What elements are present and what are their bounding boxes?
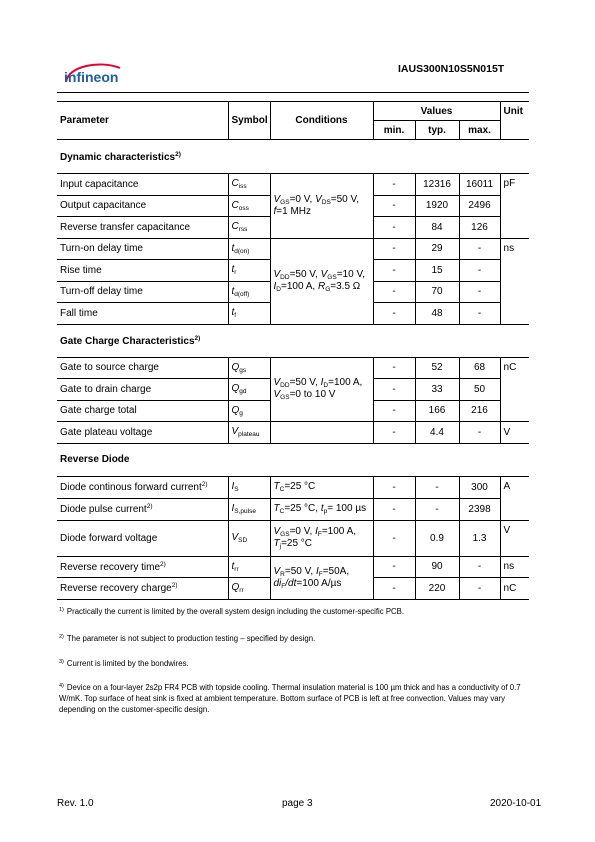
- section-title-dynamic: Dynamic characteristics: [60, 151, 176, 163]
- min-cell: -: [373, 400, 415, 422]
- table-row: Reverse recovery charge$^{2)}$ $Q_{rr}$ - 220 - nC: [57, 578, 529, 600]
- param-cell: Diode forward voltage: [57, 520, 228, 556]
- section-title-gate: Gate Charge Characteristics: [60, 335, 195, 347]
- symbol-cell: V: [231, 532, 239, 543]
- symbol-sub: d(on): [234, 247, 250, 255]
- min-cell: -: [373, 357, 415, 379]
- section-note-dynamic: 2): [175, 150, 181, 158]
- footer-revision: Rev. 1.0: [57, 798, 94, 809]
- header-typ: typ.: [415, 121, 459, 140]
- footnote-1: $^{1)}$ Practically the current is limited by the overall system design including the customer-specific PCB.: [59, 607, 405, 616]
- section-row-gate: [57, 324, 529, 357]
- symbol-sub: oss: [238, 204, 249, 212]
- max-cell: 16011: [459, 174, 500, 196]
- param-cell: Output capacitance: [57, 195, 228, 217]
- symbol-cell: Q: [231, 582, 240, 594]
- conditions-recovery: $V_R=50$ V, $I_F=50A$, $di_F/dt=100$ A/µs: [270, 556, 373, 599]
- min-cell: -: [373, 238, 415, 260]
- unit-cell: A: [500, 476, 529, 520]
- symbol-cell: Q: [231, 383, 240, 395]
- header-symbol: Symbol: [228, 102, 270, 140]
- max-cell: -: [459, 303, 500, 325]
- param-cell: Rise time: [57, 260, 228, 282]
- table-row: Reverse recovery time$^{2)}$ $t_{rr}$ $V_R=50$ V, $I_F=50A$, $di_F/dt=100$ A/µs - 90 - ns: [57, 556, 529, 578]
- symbol-cell: V: [231, 426, 239, 438]
- param-cell: Gate plateau voltage: [57, 422, 228, 444]
- symbol-sub: rss: [238, 226, 248, 234]
- min-cell: -: [373, 578, 415, 600]
- conditions-capacitance: $V_{GS}=0$ V, $V_{DS}=50$ V, f=1 MHz: [270, 174, 373, 239]
- param-cell: Fall time: [57, 303, 228, 325]
- symbol-sub: S: [234, 486, 239, 493]
- typ-cell: 84: [415, 217, 459, 239]
- typ-cell: 4.4: [415, 422, 459, 444]
- header-unit: Unit: [500, 102, 529, 140]
- min-cell: -: [373, 422, 415, 444]
- symbol-sub: SD: [238, 537, 248, 544]
- max-cell: 126: [459, 217, 500, 239]
- symbol-cell: C: [231, 199, 239, 211]
- unit-cell: pF: [500, 174, 529, 239]
- table-row: [57, 422, 529, 444]
- table-row: [57, 357, 529, 379]
- symbol-cell: t: [231, 560, 235, 572]
- param-cell: Gate charge total: [57, 400, 228, 422]
- symbol-sub: gs: [239, 366, 247, 374]
- max-cell: -: [459, 260, 500, 282]
- symbol-cell: C: [231, 221, 239, 233]
- section-row-diode: [57, 443, 529, 476]
- min-cell: -: [373, 520, 415, 556]
- max-cell: -: [459, 422, 500, 444]
- symbol-cell: Q: [231, 361, 240, 373]
- symbol-cell: Q: [231, 404, 240, 416]
- symbol-cell: I: [231, 503, 235, 514]
- max-cell: 50: [459, 379, 500, 401]
- symbol-sub: r: [234, 269, 237, 277]
- header-values: Values: [373, 102, 500, 121]
- param-cell: Diode continous forward current: [60, 482, 202, 493]
- max-cell: 2398: [459, 498, 500, 520]
- min-cell: -: [373, 498, 415, 520]
- min-cell: -: [373, 174, 415, 196]
- min-cell: -: [373, 303, 415, 325]
- header-conditions: Conditions: [270, 102, 373, 140]
- conditions-cell: $T_C=25$ °C: [270, 476, 373, 498]
- typ-cell: -: [415, 498, 459, 520]
- typ-cell: -: [415, 476, 459, 498]
- table-header-row: [57, 102, 529, 121]
- section-row-dynamic: [57, 140, 529, 174]
- symbol-sub: iss: [238, 183, 247, 191]
- symbol-sub: rr: [234, 565, 239, 573]
- max-cell: 1.3: [459, 520, 500, 556]
- param-cell: Gate to drain charge: [57, 379, 228, 401]
- typ-cell: 33: [415, 379, 459, 401]
- header-max: max.: [459, 121, 500, 140]
- conditions-gate-charge: $V_{DD}=50$ V, $I_D=100$ A, $V_{GS}=0$ to 10 V: [270, 357, 373, 422]
- param-cell: Reverse transfer capacitance: [57, 217, 228, 239]
- part-number: IAUS300N10S5N015T: [398, 63, 505, 75]
- min-cell: -: [373, 379, 415, 401]
- header-rule: [57, 92, 529, 93]
- unit-cell: V: [500, 422, 529, 444]
- symbol-sub: S,pulse: [234, 508, 256, 515]
- symbol-sub: plateau: [238, 431, 260, 439]
- max-cell: 68: [459, 357, 500, 379]
- typ-cell: 48: [415, 303, 459, 325]
- typ-cell: 1920: [415, 195, 459, 217]
- typ-cell: 166: [415, 400, 459, 422]
- typ-cell: 70: [415, 281, 459, 303]
- typ-cell: 0.9: [415, 520, 459, 556]
- param-cell: Turn-on delay time: [57, 238, 228, 260]
- max-cell: -: [459, 578, 500, 600]
- header-min: min.: [373, 121, 415, 140]
- max-cell: 216: [459, 400, 500, 422]
- param-cell: Gate to source charge: [57, 357, 228, 379]
- param-cell: Turn-off delay time: [57, 281, 228, 303]
- unit-cell: nC: [500, 578, 529, 600]
- footnote-3: $^{3)}$ Current is limited by the bondwires.: [59, 659, 189, 668]
- symbol-sub: f: [234, 312, 237, 320]
- unit-cell: ns: [500, 556, 529, 578]
- typ-cell: 220: [415, 578, 459, 600]
- typ-cell: 52: [415, 357, 459, 379]
- symbol-cell: t: [231, 242, 235, 254]
- unit-cell: nC: [500, 357, 529, 422]
- max-cell: 300: [459, 476, 500, 498]
- min-cell: -: [373, 195, 415, 217]
- logo-text: infineon: [64, 69, 119, 85]
- symbol-cell: t: [231, 264, 235, 276]
- symbol-sub: d(off): [234, 290, 250, 298]
- param-cell: Diode pulse current: [60, 504, 147, 515]
- symbol-cell: t: [231, 285, 235, 297]
- conditions-empty: [270, 422, 373, 444]
- footer-page: page 3: [282, 798, 313, 809]
- symbol-cell: t: [231, 307, 235, 319]
- conditions-cell: $T_C=25$ °C, $t_p= 100$ µs: [270, 498, 373, 520]
- max-cell: -: [459, 281, 500, 303]
- typ-cell: 29: [415, 238, 459, 260]
- footer-date: 2020-10-01: [490, 798, 542, 809]
- table-row: [57, 520, 529, 556]
- conditions-switching: $V_{DD}=50$ V, $V_{GS}=10$ V, $I_D=100$ A, $R_G=3.5$ Ω: [270, 238, 373, 324]
- max-cell: 2496: [459, 195, 500, 217]
- unit-cell: ns: [500, 238, 529, 324]
- footnote-2: $^{2)}$ The parameter is not subject to production testing – specified by design.: [59, 634, 316, 643]
- infineon-logo: [60, 60, 125, 90]
- symbol-cell: I: [231, 481, 235, 492]
- typ-cell: 15: [415, 260, 459, 282]
- min-cell: -: [373, 556, 415, 578]
- footnote-4: $^{4)}$ Device on a four-layer 2s2p FR4 PCB with topside cooling. Thermal insulation material is 100 µm thick and has a conductivity of 0.7 W/mK. Top surface of heat sink is fixed at ambient temperature. Bottom surface of PCB is left at free convection. Values may vary depending on the customer-specific design.: [59, 683, 521, 714]
- max-cell: -: [459, 238, 500, 260]
- min-cell: -: [373, 476, 415, 498]
- header-parameter: Parameter: [57, 102, 228, 140]
- min-cell: -: [373, 217, 415, 239]
- param-cell: Reverse recovery time: [60, 561, 161, 573]
- symbol-sub: g: [239, 409, 243, 417]
- symbol-sub: rr: [239, 587, 244, 595]
- table-row: [57, 238, 529, 260]
- typ-cell: 12316: [415, 174, 459, 196]
- min-cell: -: [373, 281, 415, 303]
- param-cell: Reverse recovery charge: [60, 583, 172, 595]
- min-cell: -: [373, 260, 415, 282]
- spec-table: [57, 101, 529, 600]
- conditions-cell: $V_{GS}=0$ V, $I_F=100$ A, $T_j=25$ °C: [270, 520, 373, 556]
- section-title-diode: Reverse Diode: [60, 454, 130, 465]
- table-row: [57, 174, 529, 196]
- section-note-gate: 2): [194, 334, 201, 342]
- param-cell: Input capacitance: [57, 174, 228, 196]
- table-row: Diode continous forward current$^{2)}$ $I_S$ $T_C=25$ °C - - 300 A: [57, 476, 529, 498]
- unit-cell: V: [500, 520, 529, 556]
- typ-cell: 90: [415, 556, 459, 578]
- max-cell: -: [459, 556, 500, 578]
- symbol-sub: gd: [239, 388, 247, 396]
- table-row: Diode pulse current$^{2)}$ $I_{S,pulse}$ $T_C=25$ °C, $t_p= 100$ µs - - 2398: [57, 498, 529, 520]
- symbol-cell: C: [231, 178, 239, 190]
